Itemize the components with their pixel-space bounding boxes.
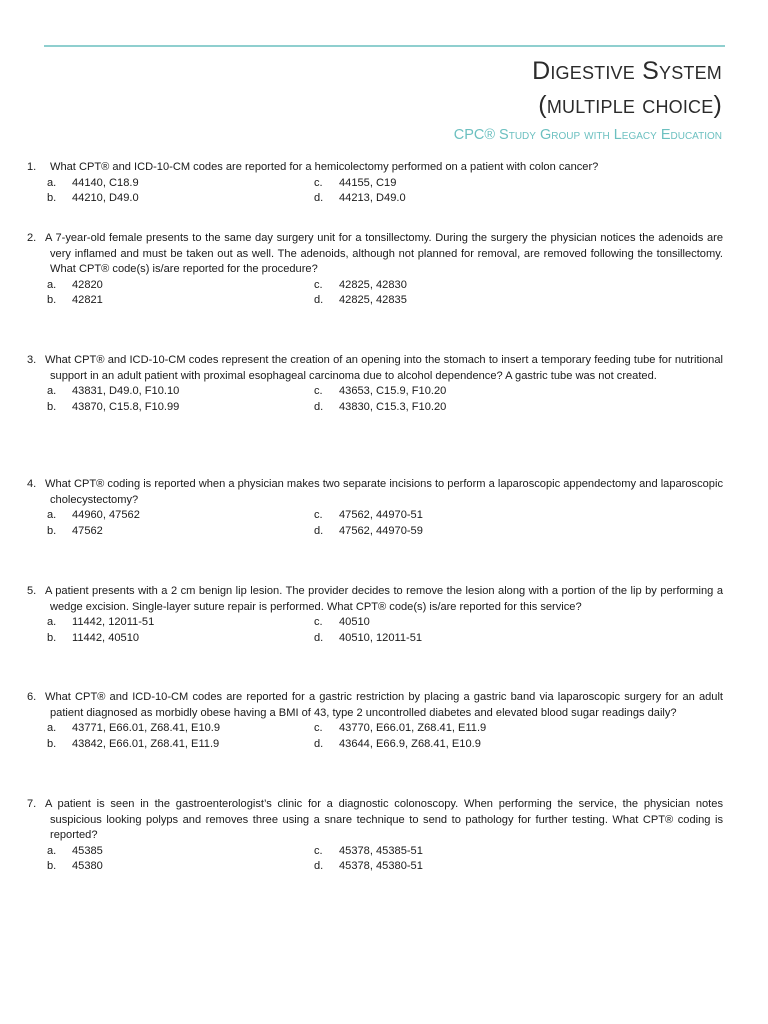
title-line-2: (multiple choice) <box>538 91 722 119</box>
option-text: 43644, E66.9, Z68.41, E10.9 <box>339 737 481 750</box>
option-d <box>314 191 574 207</box>
page-subtitle: CPC® Study Group with Legacy Education <box>453 127 722 143</box>
answer-options <box>47 615 723 646</box>
question-text: What CPT® coding is reported when a physician makes two separate incisions to perform a laparoscopic appendectomy and laparoscopic cholecystectomy? <box>45 478 723 506</box>
option-text: 45378, 45380-51 <box>339 860 423 873</box>
header-rule <box>44 45 725 47</box>
option-a <box>47 615 314 631</box>
option-text: 43653, C15.9, F10.20 <box>339 385 447 398</box>
option-b <box>47 191 314 207</box>
option-text: 40510, 12011-51 <box>339 631 423 644</box>
question-text: What CPT® and ICD-10-CM codes are reported for a gastric restriction by placing a gastric band via laparoscopic surgery for an adult patient diagnosed as morbidly obese having a BMI of 43, type 2 uncontrolled diabetes and elevated blood sugar readings daily? <box>45 691 723 719</box>
answer-options <box>47 508 723 539</box>
option-d <box>314 293 574 309</box>
option-letter: c. <box>314 385 323 398</box>
question-stem <box>27 690 723 721</box>
option-d <box>314 524 574 540</box>
option-letter: b. <box>47 400 57 413</box>
answer-options <box>47 176 723 207</box>
option-b <box>47 631 314 647</box>
option-letter: b. <box>47 631 57 644</box>
option-a <box>47 508 314 524</box>
question-2 <box>27 231 723 309</box>
question-text: A patient presents with a 2 cm benign lip lesion. The provider decides to remove the lesion along with a portion of the lip by performing a wedge excision. Single-layer suture repair is performed. What CPT® code(s) is/are reported for this service? <box>45 585 723 613</box>
question-4 <box>27 477 723 539</box>
option-letter: c. <box>314 509 323 522</box>
option-text: 44140, C18.9 <box>72 176 139 189</box>
option-c <box>314 278 574 294</box>
option-text: 47562, 44970-51 <box>339 509 423 522</box>
option-c <box>314 384 574 400</box>
question-number: 6. <box>27 691 37 703</box>
option-text: 44213, D49.0 <box>339 192 406 205</box>
answer-options <box>47 384 723 415</box>
option-letter: d. <box>314 737 324 750</box>
option-b <box>47 400 314 416</box>
option-b <box>47 737 314 753</box>
question-text: A 7-year-old female presents to the same day surgery unit for a tonsillectomy. During the surgery the physician notices the adenoids are very inflamed and must be taken out as well. The adenoids, although not planned for removal, are removed following the tonsillectomy. What CPT® code(s) is/are reported for the procedure? <box>45 232 723 276</box>
option-text: 43831, D49.0, F10.10 <box>72 385 180 398</box>
option-text: 43830, C15.3, F10.20 <box>339 400 447 413</box>
option-text: 42825, 42830 <box>339 278 407 291</box>
option-text: 44155, C19 <box>339 176 397 189</box>
option-a <box>47 844 314 860</box>
option-d <box>314 737 574 753</box>
option-text: 44210, D49.0 <box>72 192 139 205</box>
option-c <box>314 615 574 631</box>
option-text: 45385 <box>72 844 103 857</box>
option-a <box>47 278 314 294</box>
option-c <box>314 721 574 737</box>
option-text: 43870, C15.8, F10.99 <box>72 400 180 413</box>
question-stem <box>27 231 723 278</box>
option-text: 43842, E66.01, Z68.41, E11.9 <box>72 737 220 750</box>
option-letter: b. <box>47 294 57 307</box>
option-letter: c. <box>314 844 323 857</box>
option-a <box>47 721 314 737</box>
question-number: 5. <box>27 585 37 597</box>
option-letter: a. <box>47 844 57 857</box>
option-letter: d. <box>314 192 324 205</box>
option-text: 44960, 47562 <box>72 509 140 522</box>
option-text: 47562, 44970-59 <box>339 524 423 537</box>
question-number: 3. <box>27 354 37 366</box>
question-3 <box>27 353 723 415</box>
option-letter: a. <box>47 385 57 398</box>
option-letter: b. <box>47 192 57 205</box>
option-letter: d. <box>314 631 324 644</box>
option-b <box>47 293 314 309</box>
option-letter: a. <box>47 722 57 735</box>
question-number: 7. <box>27 798 37 810</box>
question-1 <box>27 160 723 207</box>
option-letter: b. <box>47 860 57 873</box>
answer-options <box>47 844 723 875</box>
option-text: 11442, 40510 <box>72 631 140 644</box>
answer-options <box>47 721 723 752</box>
option-letter: c. <box>314 176 323 189</box>
option-letter: c. <box>314 722 323 735</box>
question-text: What CPT® and ICD-10-CM codes are reported for a hemicolectomy performed on a patient with colon cancer? <box>50 161 599 173</box>
option-text: 43770, E66.01, Z68.41, E11.9 <box>339 722 487 735</box>
option-d <box>314 400 574 416</box>
question-number: 1. <box>27 161 37 173</box>
option-letter: d. <box>314 400 324 413</box>
option-text: 40510 <box>339 616 370 629</box>
option-text: 42821 <box>72 294 103 307</box>
option-c <box>314 508 574 524</box>
question-stem <box>27 797 723 844</box>
option-d <box>314 631 574 647</box>
question-5 <box>27 584 723 646</box>
option-text: 45378, 45385-51 <box>339 844 423 857</box>
option-a <box>47 176 314 192</box>
question-text: A patient is seen in the gastroenterologist’s clinic for a diagnostic colonoscopy. When performing the service, the physician notes suspicious looking polyps and removes three using a snare technique to send to pathology for further testing. What CPT® coding is reported? <box>45 798 723 842</box>
option-letter: a. <box>47 616 57 629</box>
title-line-1: Digestive System <box>532 57 722 85</box>
option-letter: b. <box>47 737 57 750</box>
option-b <box>47 859 314 875</box>
question-number: 4. <box>27 478 37 490</box>
option-letter: c. <box>314 616 323 629</box>
option-c <box>314 844 574 860</box>
option-text: 45380 <box>72 860 103 873</box>
option-text: 42825, 42835 <box>339 294 407 307</box>
question-text: What CPT® and ICD-10-CM codes represent the creation of an opening into the stomach to insert a temporary feeding tube for nutritional support in an adult patient with proximal esophageal carcinoma due to alcohol dependence? A gastric tube was not created. <box>45 354 723 382</box>
answer-options <box>47 278 723 309</box>
question-number: 2. <box>27 232 37 244</box>
question-stem <box>27 160 723 176</box>
option-text: 47562 <box>72 524 103 537</box>
page-title <box>532 54 722 122</box>
option-letter: d. <box>314 860 324 873</box>
option-text: 43771, E66.01, Z68.41, E10.9 <box>72 722 221 735</box>
option-text: 42820 <box>72 278 103 291</box>
option-letter: a. <box>47 176 57 189</box>
question-stem <box>27 353 723 384</box>
question-stem <box>27 584 723 615</box>
option-letter: c. <box>314 278 323 291</box>
option-letter: a. <box>47 509 57 522</box>
option-a <box>47 384 314 400</box>
option-letter: d. <box>314 524 324 537</box>
question-6 <box>27 690 723 752</box>
option-letter: d. <box>314 294 324 307</box>
option-c <box>314 176 574 192</box>
option-letter: a. <box>47 278 57 291</box>
option-d <box>314 859 574 875</box>
question-7 <box>27 797 723 875</box>
option-b <box>47 524 314 540</box>
option-letter: b. <box>47 524 57 537</box>
question-stem <box>27 477 723 508</box>
option-text: 11442, 12011-51 <box>72 616 155 629</box>
